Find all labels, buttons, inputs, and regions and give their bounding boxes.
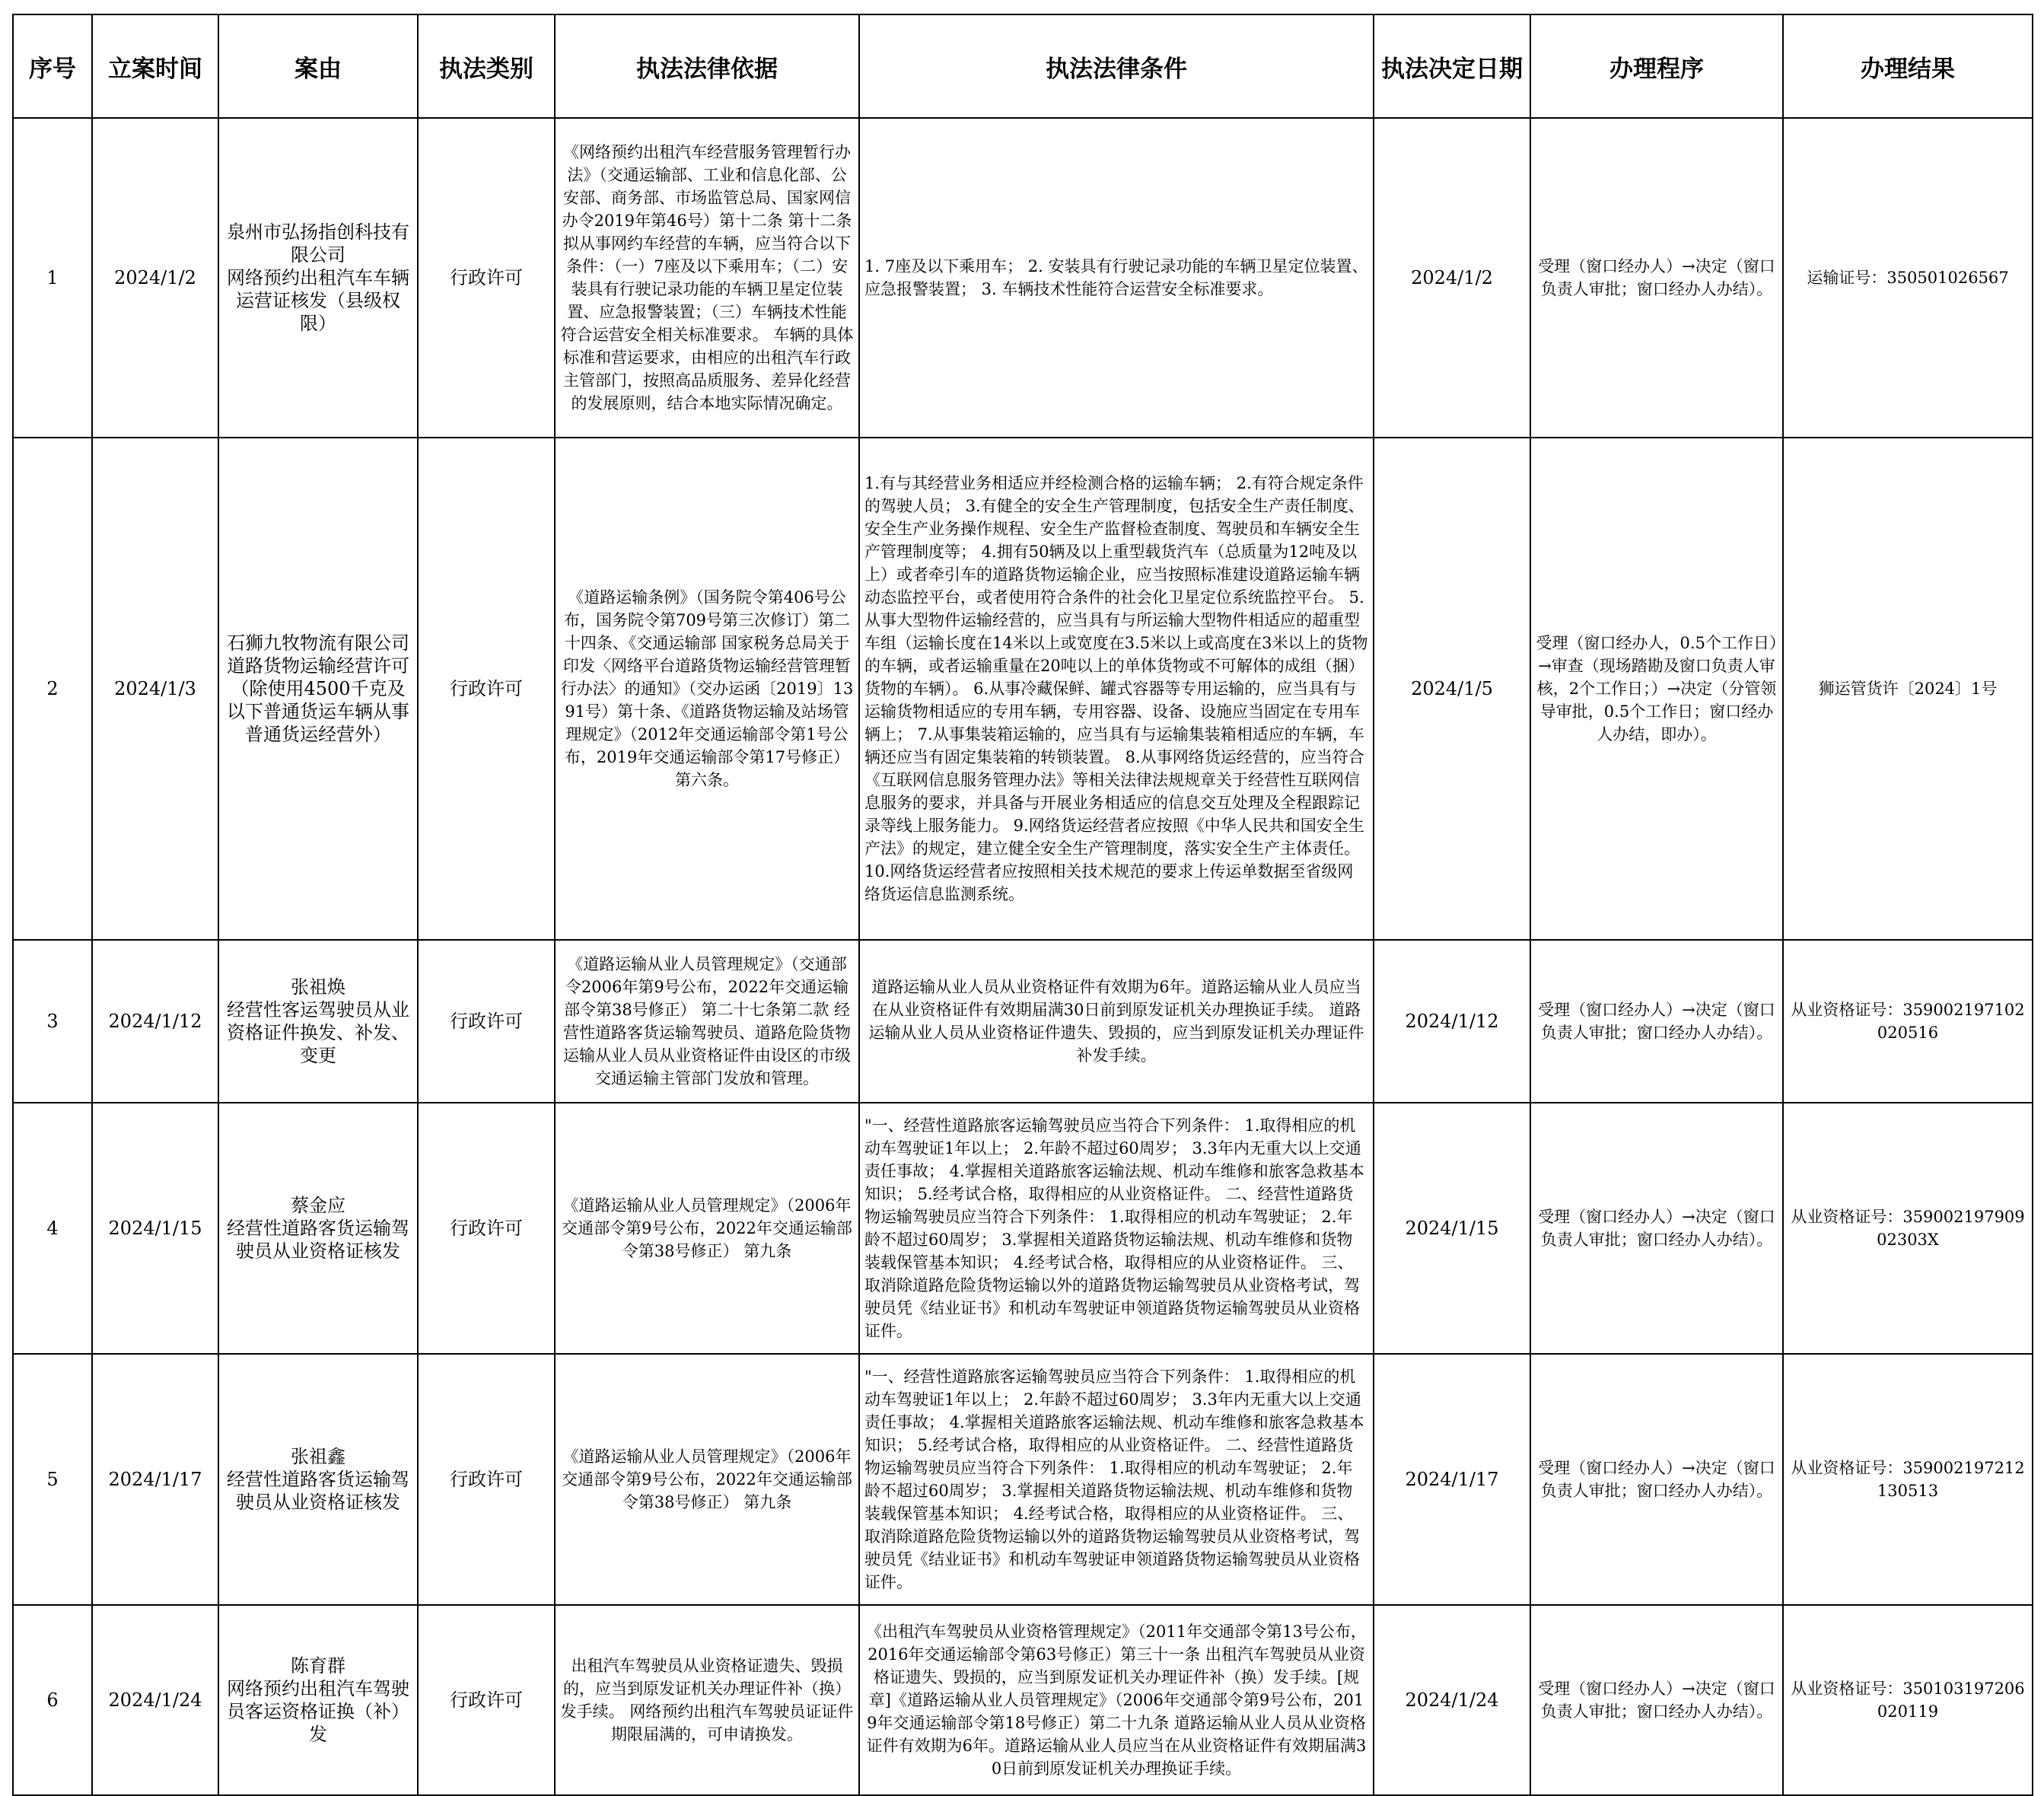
cell-result: 从业资格证号：359002197212130513	[1783, 1354, 2033, 1605]
cell-category: 行政许可	[418, 118, 555, 438]
cell-decision-date: 2024/1/5	[1374, 438, 1530, 940]
cell-procedure: 受理（窗口经办人）→决定（窗口负责人审批；窗口经办人办结）。	[1530, 118, 1783, 438]
case-item: 经营性客运驾驶员从业资格证件换发、补发、变更	[227, 999, 409, 1066]
cell-case	[218, 1103, 418, 1354]
cell-legal-basis: 《网络预约出租汽车经营服务管理暂行办法》（交通运输部、工业和信息化部、公安部、商务部、市场监管总局、国家网信办令2019年第46号）第十二条 第十二条 拟从事网约车经营的车辆，应当符合以下条件：（一）7座及以下乘用车；（二）安装具有行驶记录功能的车辆卫星定位装置、应急报警装置；（三）车辆技术性能符合运营安全相关标准要求。 车辆的具体标准和营运要求，由相应的出租汽车行政主管部门，按照高品质服务、差异化经营的发展原则，结合本地实际情况确定。	[555, 118, 859, 438]
table-row	[13, 940, 2033, 1103]
header-no: 序号	[13, 14, 92, 118]
header-procedure: 办理程序	[1530, 14, 1783, 118]
cell-result: 从业资格证号：359002197102020516	[1783, 940, 2033, 1103]
cell-no: 2	[13, 438, 92, 940]
cell-result: 从业资格证号：350103197206020119	[1783, 1605, 2033, 1795]
case-company: 张祖焕	[291, 976, 345, 998]
header-filing-date: 立案时间	[92, 14, 218, 118]
cell-category: 行政许可	[418, 438, 555, 940]
cell-filing-date: 2024/1/3	[92, 438, 218, 940]
case-item: 网络预约出租汽车驾驶员客运资格证换（补）发	[227, 1678, 409, 1745]
cell-decision-date: 2024/1/17	[1374, 1354, 1530, 1605]
case-company: 石狮九牧物流有限公司	[227, 632, 409, 654]
table-row	[13, 1354, 2033, 1605]
cell-filing-date: 2024/1/15	[92, 1103, 218, 1354]
cell-legal-conditions: 1. 7座及以下乘用车； 2. 安装具有行驶记录功能的车辆卫星定位装置、应急报警装置； 3. 车辆技术性能符合运营安全标准要求。	[859, 118, 1374, 438]
cell-case	[218, 118, 418, 438]
cell-category: 行政许可	[418, 940, 555, 1103]
cell-case	[218, 1605, 418, 1795]
cell-legal-basis: 《道路运输从业人员管理规定》（2006年交通部令第9号公布，2022年交通运输部令第38号修正） 第九条	[555, 1354, 859, 1605]
case-item: 道路货物运输经营许可（除使用4500千克及以下普通货运车辆从事普通货运经营外）	[227, 655, 409, 745]
cell-procedure: 受理（窗口经办人）→决定（窗口负责人审批；窗口经办人办结）。	[1530, 1103, 1783, 1354]
cell-result: 从业资格证号：35900219790902303X	[1783, 1103, 2033, 1354]
cell-no: 1	[13, 118, 92, 438]
case-item: 网络预约出租汽车车辆运营证核发（县级权限）	[227, 267, 409, 334]
enforcement-table	[12, 14, 2033, 1796]
cell-no: 3	[13, 940, 92, 1103]
header-legal-basis: 执法法律依据	[555, 14, 859, 118]
header-decision-date: 执法决定日期	[1374, 14, 1530, 118]
cell-result: 狮运管货许〔2024〕1号	[1783, 438, 2033, 940]
header-case: 案由	[218, 14, 418, 118]
header-result: 办理结果	[1783, 14, 2033, 118]
cell-no: 5	[13, 1354, 92, 1605]
cell-filing-date: 2024/1/17	[92, 1354, 218, 1605]
table-row	[13, 1605, 2033, 1795]
cell-legal-conditions: "一、经营性道路旅客运输驾驶员应当符合下列条件： 1.取得相应的机动车驾驶证1年以上； 2.年龄不超过60周岁； 3.3年内无重大以上交通责任事故； 4.掌握相关道路旅客运输法规、机动车维修和旅客急救基本知识； 5.经考试合格，取得相应的从业资格证件。 二、经营性道路货物运输驾驶员应当符合下列条件： 1.取得相应的机动车驾驶证； 2.年龄不超过60周岁； 3.掌握相关道路货物运输法规、机动车维修和货物装载保管基本知识； 4.经考试合格，取得相应的从业资格证件。 三、取消除道路危险货物运输以外的道路货物运输驾驶员从业资格考试，驾驶员凭《结业证书》和机动车驾驶证申领道路货物运输驾驶员从业资格证件。	[859, 1103, 1374, 1354]
cell-category: 行政许可	[418, 1103, 555, 1354]
cell-decision-date: 2024/1/15	[1374, 1103, 1530, 1354]
cell-procedure: 受理（窗口经办人，0.5个工作日）→审查（现场踏勘及窗口负责人审核，2个工作日；）→决定（分管领导审批，0.5个工作日；窗口经办人办结，即办）。	[1530, 438, 1783, 940]
cell-result: 运输证号：350501026567	[1783, 118, 2033, 438]
cell-legal-conditions: "一、经营性道路旅客运输驾驶员应当符合下列条件： 1.取得相应的机动车驾驶证1年以上； 2.年龄不超过60周岁； 3.3年内无重大以上交通责任事故； 4.掌握相关道路旅客运输法规、机动车维修和旅客急救基本知识； 5.经考试合格，取得相应的从业资格证件。 二、经营性道路货物运输驾驶员应当符合下列条件： 1.取得相应的机动车驾驶证； 2.年龄不超过60周岁； 3.掌握相关道路货物运输法规、机动车维修和货物装载保管基本知识； 4.经考试合格，取得相应的从业资格证件。 三、取消除道路危险货物运输以外的道路货物运输驾驶员从业资格考试，驾驶员凭《结业证书》和机动车驾驶证申领道路货物运输驾驶员从业资格证件。	[859, 1354, 1374, 1605]
cell-procedure: 受理（窗口经办人）→决定（窗口负责人审批；窗口经办人办结）。	[1530, 1354, 1783, 1605]
cell-filing-date: 2024/1/24	[92, 1605, 218, 1795]
cell-legal-basis: 《道路运输从业人员管理规定》（交通部令2006年第9号公布，2022年交通运输部令第38号修正） 第二十七条第二款 经营性道路客货运输驾驶员、道路危险货物运输从业人员从业资格证件由设区的市级交通运输主管部门发放和管理。	[555, 940, 859, 1103]
cell-legal-basis: 《道路运输从业人员管理规定》（2006年交通部令第9号公布，2022年交通运输部令第38号修正） 第九条	[555, 1103, 859, 1354]
cell-legal-conditions: 1.有与其经营业务相适应并经检测合格的运输车辆； 2.有符合规定条件的驾驶人员； 3.有健全的安全生产管理制度，包括安全生产责任制度、安全生产业务操作规程、安全生产监督检查制度、驾驶员和车辆安全生产管理制度等； 4.拥有50辆及以上重型载货汽车（总质量为12吨及以上）或者牵引车的道路货物运输企业，应当按照标准建设道路运输车辆动态监控平台，或者使用符合条件的社会化卫星定位系统监控平台。 5.从事大型物件运输经营的，应当具有与所运输大型物件相适应的超重型车组（运输长度在14米以上或宽度在3.5米以上或高度在3米以上的货物的车辆，或者运输重量在20吨以上的单体货物或不可解体的成组（捆）货物的车辆）。 6.从事冷藏保鲜、罐式容器等专用运输的，应当具有与运输货物相适应的专用车辆，专用容器、设备、设施应当固定在专用车辆上； 7.从事集装箱运输的，应当具有与运输集装箱相适应的车辆，车辆还应当有固定集装箱的转锁装置。 8.从事网络货运经营的，应当符合《互联网信息服务管理办法》等相关法律法规规章关于经营性互联网信息服务的要求，并具备与开展业务相适应的信息交互处理及全程跟踪记录等线上服务能力。 9.网络货运经营者应按照《中华人民共和国安全生产法》的规定，建立健全安全生产管理制度，落实安全生产主体责任。 10.网络货运经营者应按照相关技术规范的要求上传运单数据至省级网络货运信息监测系统。	[859, 438, 1374, 940]
cell-filing-date: 2024/1/12	[92, 940, 218, 1103]
case-company: 张祖鑫	[291, 1446, 345, 1467]
case-company: 蔡金应	[291, 1195, 345, 1216]
cell-no: 4	[13, 1103, 92, 1354]
cell-procedure: 受理（窗口经办人）→决定（窗口负责人审批；窗口经办人办结）。	[1530, 1605, 1783, 1795]
cell-case	[218, 1354, 418, 1605]
cell-decision-date: 2024/1/24	[1374, 1605, 1530, 1795]
header-legal-conditions: 执法法律条件	[859, 14, 1374, 118]
cell-legal-basis: 《道路运输条例》（国务院令第406号公布，国务院令第709号第三次修订）第二十四条、《交通运输部 国家税务总局关于印发〈网络平台道路货物运输经营管理暂行办法〉的通知》（交办运函〔2019〕1391号）第十条、《道路货物运输及站场管理规定》（2012年交通运输部令第1号公布，2019年交通运输部令第17号修正）第六条。	[555, 438, 859, 940]
cell-procedure: 受理（窗口经办人）→决定（窗口负责人审批；窗口经办人办结）。	[1530, 940, 1783, 1103]
cell-case	[218, 438, 418, 940]
cell-filing-date: 2024/1/2	[92, 118, 218, 438]
case-item: 经营性道路客货运输驾驶员从业资格证核发	[227, 1218, 409, 1262]
cell-legal-basis: 出租汽车驾驶员从业资格证遗失、毁损的，应当到原发证机关办理证件补（换）发手续。 网络预约出租汽车驾驶员证证件期限届满的，可申请换发。	[555, 1605, 859, 1795]
cell-case	[218, 940, 418, 1103]
table-row	[13, 118, 2033, 438]
table-header-row	[13, 14, 2033, 118]
cell-decision-date: 2024/1/2	[1374, 118, 1530, 438]
case-company: 泉州市弘扬指创科技有限公司	[227, 221, 409, 266]
table-row	[13, 1103, 2033, 1354]
case-company: 陈育群	[291, 1655, 345, 1677]
cell-legal-conditions: 道路运输从业人员从业资格证件有效期为6年。道路运输从业人员应当在从业资格证件有效期届满30日前到原发证机关办理换证手续。 道路运输从业人员从业资格证件遗失、毁损的，应当到原发证机关办理证件补发手续。	[859, 940, 1374, 1103]
cell-no: 6	[13, 1605, 92, 1795]
table-row	[13, 438, 2033, 940]
cell-decision-date: 2024/1/12	[1374, 940, 1530, 1103]
cell-legal-conditions: 《出租汽车驾驶员从业资格管理规定》（2011年交通部令第13号公布，2016年交通运输部令第63号修正）第三十一条 出租汽车驾驶员从业资格证遗失、毁损的，应当到原发证机关办理证件补（换）发手续。[规章]《道路运输从业人员管理规定》（2006年交通部令第9号公布，2019年交通运输部令第18号修正）第二十九条 道路运输从业人员从业资格证件有效期为6年。道路运输从业人员应当在从业资格证件有效期届满30日前到原发证机关办理换证手续。	[859, 1605, 1374, 1795]
cell-category: 行政许可	[418, 1605, 555, 1795]
cell-category: 行政许可	[418, 1354, 555, 1605]
case-item: 经营性道路客货运输驾驶员从业资格证核发	[227, 1469, 409, 1513]
header-category: 执法类别	[418, 14, 555, 118]
